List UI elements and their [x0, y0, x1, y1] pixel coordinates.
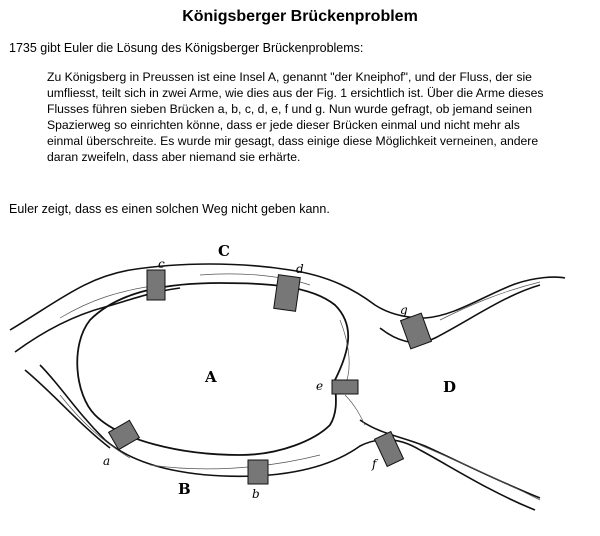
bridge-label-c: c: [158, 257, 165, 271]
bridge-label-e: e: [316, 379, 324, 393]
region-label-b: B: [178, 480, 191, 498]
region-label-a: A: [205, 368, 217, 386]
euler-quote: Zu Königsberg in Preussen ist eine Insel A, genannt "der Kneiphof", und der Fluss, der sie umfliesst, teilt sich in zwei Arme, wie dies aus der Fig. 1 ersichtlich ist. Über die Arme dieses Flusses führen sieben Brücken a, b, c, d, e, f und g. Nun wurde gefragt, ob jemand seinen Spazierweg so einrichten könne, dass er jede dieser Brücken einmal und nicht mehr als einmal überschreite. Es wurde mir gesagt, dass einige diese Möglichkeit verneinen, andere daran zweifeln, dass aber niemand sie erhärte.: [47, 70, 544, 165]
bridge-label-g: g: [400, 303, 408, 317]
bridge-c: [147, 270, 165, 300]
bridge-label-a: a: [103, 454, 111, 468]
bridge-e: [332, 380, 358, 394]
region-label-d: D: [443, 378, 457, 396]
bridge-d: [274, 275, 301, 312]
bridge-a: [109, 420, 140, 449]
bridge-label-f: f: [372, 457, 377, 471]
region-label-c: C: [218, 242, 230, 260]
intro-text: 1735 gibt Euler die Lösung des Königsberger Brückenproblems:: [9, 41, 364, 55]
bridge-b: [248, 460, 268, 484]
conclusion-text: Euler zeigt, dass es einen solchen Weg nicht geben kann.: [9, 202, 330, 216]
page-title: Königsberger Brückenproblem: [182, 8, 418, 25]
bridge-label-d: d: [296, 262, 304, 276]
bridge-label-b: b: [252, 487, 260, 501]
water-hatching: [60, 274, 540, 500]
koenigsberg-bridges-map: [0, 232, 600, 532]
